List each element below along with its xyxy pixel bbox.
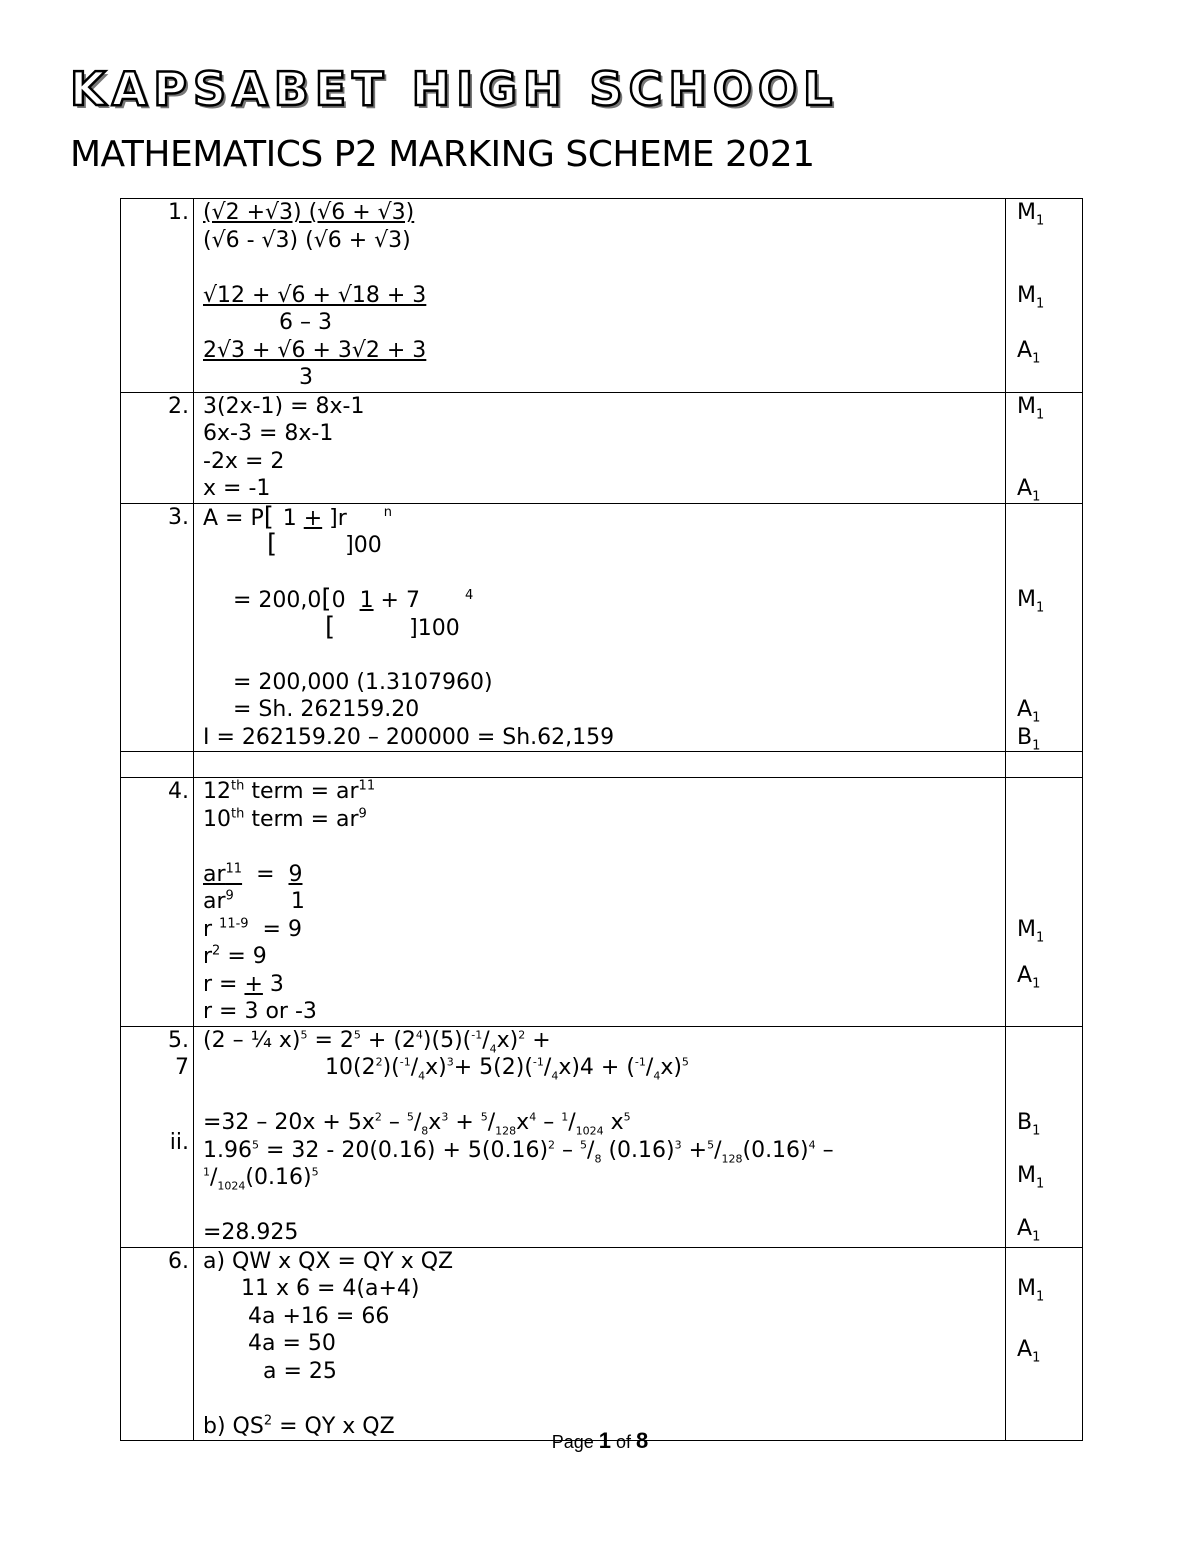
question-working: 12th term = $ar^{11}$ 10th term = $ar^9$ $ar^{11} = 9$ $ar^9$ 1 r $^{11-9}$ = 9 $r^2 = 9$ r = + 3 r = 3 or -3 [194,778,1006,1027]
question-working: (√2 +√3) (√6 + √3) (√6 - √3) (√6 + √3) √12 + √6 + √18 + 3 6 – 3 2√3 + √6 + 3√2 + 3 3 [194,199,1006,393]
question-row-4 [121,778,1083,1027]
question-working: A = P[ 1 + ]r $^n$ [ ]00 = 200,0[0 1 + 7 $^4$ [ ]100 = 200,000 (1.3107960) = Sh. 262159.20 I = 262159.20 – 200000 = Sh.62,159 [194,503,1006,752]
marking-scheme-table [120,198,1083,1441]
question-number: 1. [121,199,194,393]
question-number: 5. 7 ii. [121,1026,194,1247]
marks-column: $B_1$ $M_1$ $A_1$ [1006,1026,1083,1247]
question-number: 2. [121,392,194,503]
page-title: MATHEMATICS P2 MARKING SCHEME 2021 [70,134,815,175]
marks-column: $M_1$ $A_1$ [1006,1247,1083,1441]
question-working: (2 – ¼ $x)^5 = 2^5 + (2^4)(5)(^{-1}/_4x)^2$ + $10(2^2)(^{-1}/_4x)^3+ 5(2)(^{-1}/_4x)4 + (^{-1}/_4x)^5$ $=32 - 20x + 5x^2 - ^5/_8x^3 + ^5/_{128}x^4 - ^1/_{1024}$ $x^5$ $1.96^5 = 32 - 20(0.16) + 5(0.16)^2 - ^5/_8$ $(0.16)^3 +^5/_{128}(0.16)^4$ – $^1/_{1024}(0.16)^5$ =28.925 [194,1026,1006,1247]
question-row-2 [121,392,1083,503]
question-working: 3(2x-1) = 8x-1 6x-3 = 8x-1 -2x = 2 x = -1 [194,392,1006,503]
question-row-6 [121,1247,1083,1441]
question-row-3 [121,503,1083,752]
page-footer: Page 1 of 8 [551,1428,649,1453]
school-name: KAPSABET HIGH SCHOOL [70,62,839,116]
marks-column: $M_1$ $M_1$ $A_1$ [1006,199,1083,393]
marks-column: $M_1$ $A_1$ [1006,778,1083,1027]
marks-column: $M_1$ $A_1$ $B_1$ [1006,503,1083,752]
question-number: 3. [121,503,194,752]
question-number: 6. [121,1247,194,1441]
question-row-5 [121,1026,1083,1247]
question-number: 4. [121,778,194,1027]
question-row-1 [121,199,1083,393]
empty-row [121,752,1083,778]
marks-column: $M_1$ $A_1$ [1006,392,1083,503]
question-working: a) QW x QX = QY x QZ 11 x 6 = 4(a+4) 4a +16 = 66 4a = 50 a = 25 b) $QS^2$ = QY x QZ [194,1247,1006,1441]
